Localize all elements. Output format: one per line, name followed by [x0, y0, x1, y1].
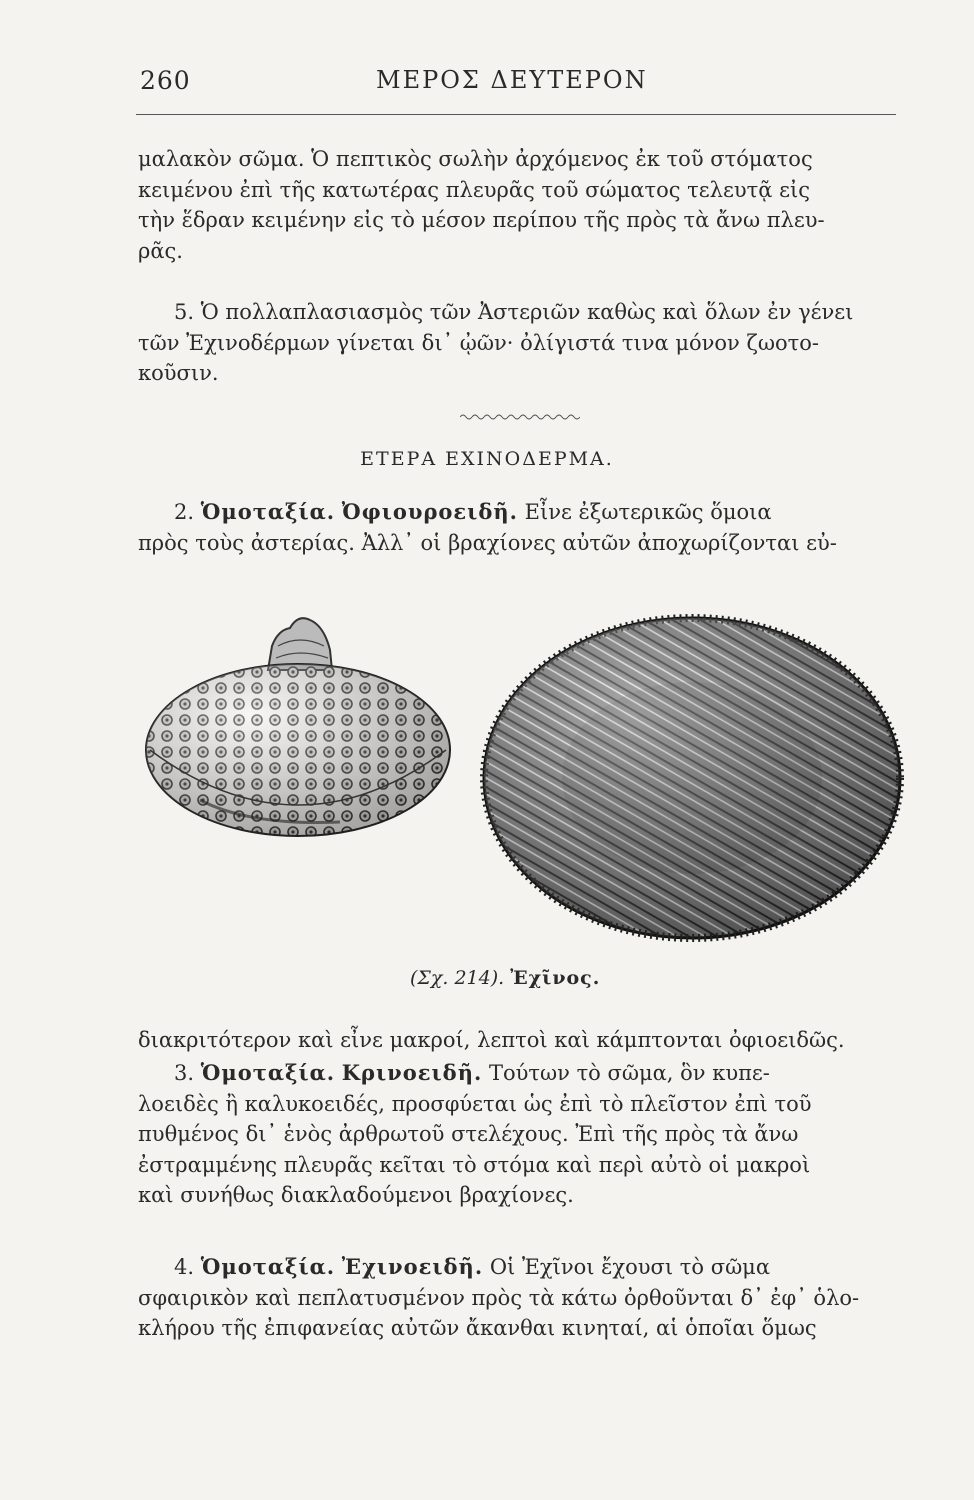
class-name: Ὀφιουροειδῆ. [341, 499, 518, 524]
text-line: σφαιρικὸν καὶ πεπλατυσμένον πρὸς τὰ κάτω ὀρθοῦνται δ᾽ ἐφ᾽ ὁλο- [138, 1285, 860, 1310]
text-line: τῶν Ἐχινοδέρμων γίνεται δι᾽ ᾠῶν· ὀλίγιστά τινα μόνον ζωοτο- [138, 330, 820, 355]
top-paragraph [138, 144, 898, 266]
running-title: ΜΕΡΟΣ ΔΕΥΤΕΡΟΝ [376, 66, 648, 94]
class-name: Ἐχινοειδῆ. [341, 1254, 484, 1279]
class-heading: Ὁμοταξία. [200, 499, 336, 524]
text-line: πυθμένος δι᾽ ἑνὸς ἀρθρωτοῦ στελέχους. Ἐπὶ τῆς πρὸς τὰ ἄνω [138, 1122, 799, 1146]
text-line [138, 497, 898, 528]
text-line: τὴν ἕδραν κειμένην εἰς τὸ μέσον περίπου τῆς πρὸς τὰ ἄνω πλευ- [138, 208, 825, 232]
text-line: κειμένου ἐπὶ τῆς κατωτέρας πλευρᾶς τοῦ σώματος τελευτᾷ εἰς [138, 177, 810, 202]
figure-ref: (Σχ. 214). [410, 967, 505, 989]
text-line: διακριτότερον καὶ εἶνε μακροί, λεπτοὶ καὶ κάμπτονται ὀφιοειδῶς. [138, 1028, 845, 1052]
line-text: Οἱ Ἐχῖνοι ἔχουσι τὸ σῶμα [489, 1255, 771, 1279]
section-title: ΕΤΕΡΑ ΕΧΙΝΟΔΕΡΜΑ. [360, 448, 614, 470]
class-number: 2. [174, 500, 195, 524]
text-line [138, 1252, 898, 1283]
line-text: Τούτων τὸ σῶμα, ὃν κυπε- [488, 1061, 770, 1085]
page-number: 260 [140, 66, 191, 95]
line-text: Εἶνε ἐξωτερικῶς ὅμοια [524, 500, 772, 524]
figure-caption [410, 967, 600, 989]
class-4-paragraph [138, 1252, 898, 1344]
class-heading: Ὁμοταξία. [200, 1254, 336, 1279]
class-name: Κρινοειδῆ. [341, 1060, 483, 1085]
class-2-paragraph [138, 497, 898, 558]
item-5-paragraph [138, 297, 898, 389]
wavy-ornament [460, 412, 580, 422]
text-line: ἐστραμμένης πλευρᾶς κεῖται τὸ στόμα καὶ περὶ αὐτὸ οἱ μακροὶ [138, 1152, 811, 1177]
header-rule [136, 114, 896, 115]
class-heading: Ὁμοταξία. [200, 1060, 336, 1085]
text-line: κλήρου τῆς ἐπιφανείας αὐτῶν ἄκανθαι κινηταί, αἱ ὁποῖαι ὅμως [138, 1316, 817, 1340]
class-number: 4. [174, 1255, 195, 1279]
text-line: κοῦσιν. [138, 361, 219, 385]
spiny-urchin-drawing [484, 618, 900, 938]
continuation-paragraph [138, 1025, 898, 1056]
text-line: λοειδὲς ἢ καλυκοειδές, προσφύεται ὡς ἐπὶ τὸ πλεῖστον ἐπὶ τοῦ [138, 1091, 812, 1116]
class-3-paragraph [138, 1058, 898, 1211]
running-head [0, 62, 974, 102]
text-line: ρᾶς. [138, 238, 183, 263]
text-line: πρὸς τοὺς ἀστερίας. Ἀλλ᾽ οἱ βραχίονες αὐτῶν ἀποχωρίζονται εὐ- [138, 530, 837, 555]
echinus-illustration [140, 600, 920, 960]
text-line: μαλακὸν σῶμα. Ὁ πεπτικὸς σωλὴν ἀρχόμενος ἐκ τοῦ στόματος [138, 147, 813, 171]
class-number: 3. [174, 1061, 195, 1085]
text-line: 5. Ὁ πολλαπλασιασμὸς τῶν Ἀστεριῶν καθὼς καὶ ὅλων ἐν γένει [174, 300, 854, 324]
figure-name: Ἐχῖνος. [510, 967, 601, 989]
test-shell-drawing [146, 618, 450, 836]
text-line [138, 1058, 898, 1089]
text-line: καὶ συνήθως διακλαδούμενοι βραχίονες. [138, 1183, 574, 1207]
